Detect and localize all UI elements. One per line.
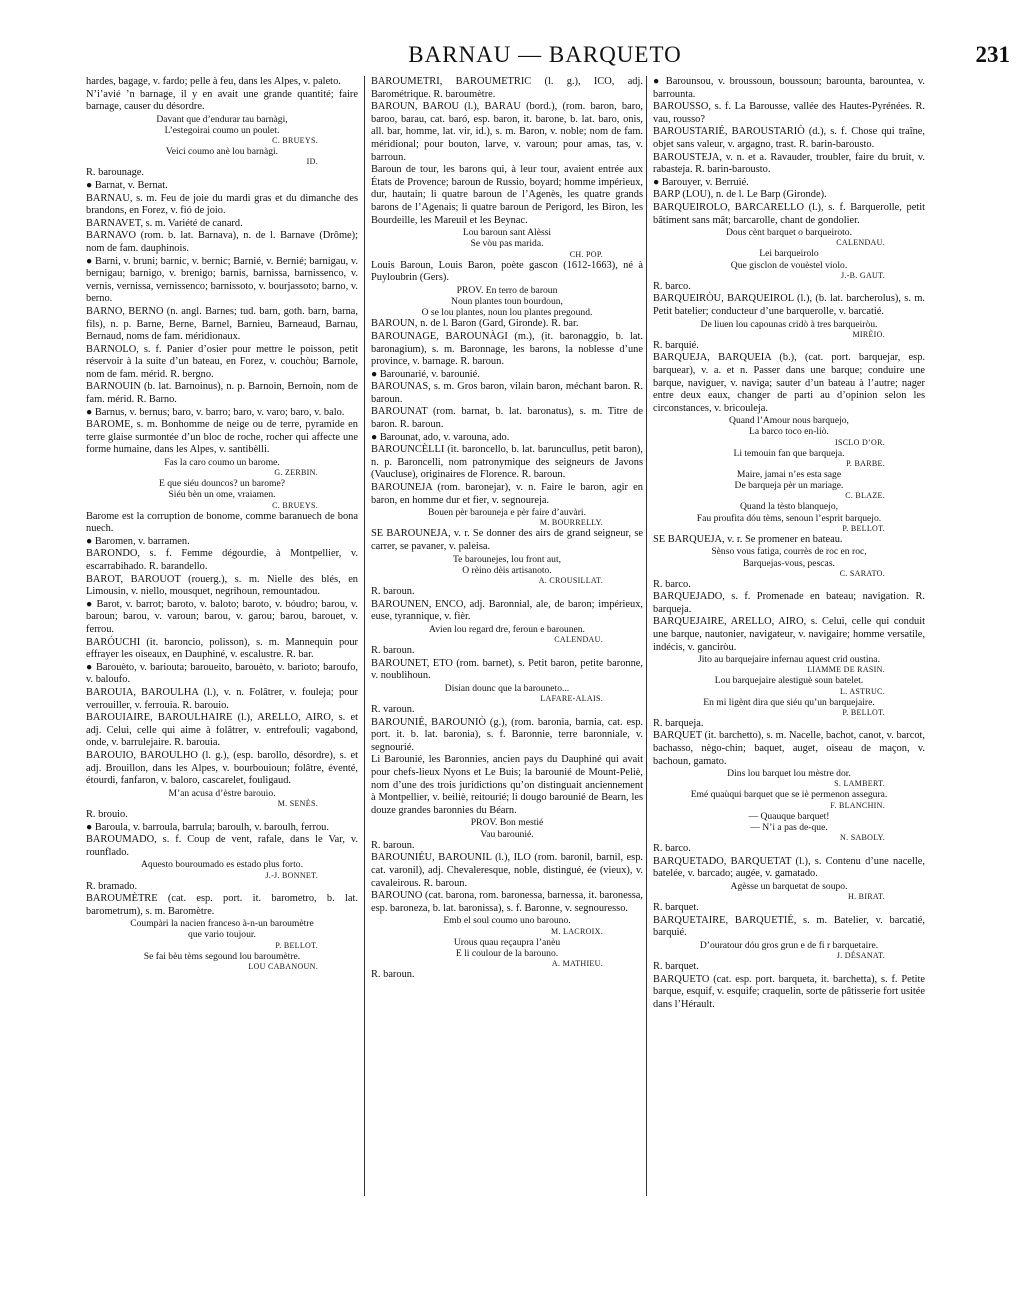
dictionary-entry: BARQUEIRÒU, BARQUEIROL (l.), (b. lat. barcherolus), s. m. Petit batelier; conducteur d’une barquerolle, v. barcatié. bbox=[653, 293, 925, 317]
dictionary-entry: R. barco. bbox=[653, 280, 691, 292]
dictionary-entry: ● Barouèto, v. bariouta; baroueito, barouèto, v. barioto; baroufo, v. baloufo. bbox=[86, 661, 358, 686]
dictionary-entry: BAROT, BAROUOT (rouerg.), s. m. Nielle des blés, en Limousin, v. niello, mousquet, negrihoun, remountadou. bbox=[86, 573, 358, 598]
column-rule bbox=[646, 76, 647, 1196]
dictionary-entry: BARÓUCHI (it. baroncio, polisson), s. m. Mannequin pour effrayer les oiseaux, en Dauphiné, v. escalustre. R. bar. bbox=[86, 636, 358, 661]
dictionary-entry: hardes, bagage, v. fardo; pelle à feu, dans les Alpes, v. paleto. bbox=[86, 76, 341, 87]
quotation-author: C. SARATO. bbox=[839, 568, 885, 578]
dictionary-entry: BARQUETAIRE, BARQUETIÉ, s. m. Batelier, v. barcatié, barquié. bbox=[653, 914, 925, 939]
dictionary-entry: BARNAVO (rom. b. lat. Barnava), n. de l. Barnave (Drôme); nom de fam. dauphinois. bbox=[86, 230, 358, 254]
quotation-line: Barquejas-vous, pescas. bbox=[743, 557, 835, 569]
quotation-author: CALENDAU. bbox=[836, 238, 885, 248]
dictionary-entry: R. barco. bbox=[653, 843, 691, 855]
quotation-author: N. SABOLY. bbox=[840, 833, 885, 843]
quotation-author: J.-B. GAUT. bbox=[840, 270, 885, 280]
dictionary-entry: R. baroun. bbox=[371, 586, 415, 598]
quotation-line: O se lou plantes, noun lou plantes pregound. bbox=[421, 307, 593, 319]
quotation-author: G. ZERBIN. bbox=[274, 468, 318, 478]
dictionary-entry: BARQUET (it. barchetto), s. m. Nacelle, bachot, canot, v. barcot, bachasso, nègo-chin; baquet, auget, oiseau de maçon, v. bachoun, gamato. bbox=[653, 730, 925, 767]
column-3 bbox=[653, 76, 925, 1011]
quotation-author: L. ASTRUC. bbox=[839, 686, 885, 696]
dictionary-entry: R. brouio. bbox=[86, 808, 128, 820]
dictionary-entry: SE BAROUNEJA, v. r. Se donner des airs de grand seigneur, se carrer, se pavaner, v. paleisa. bbox=[371, 528, 643, 553]
dictionary-entry: Barome est la corruption de bonome, comme baranuech de bona nuech. bbox=[86, 510, 358, 535]
quotation-line: — Quauque barquet! bbox=[748, 810, 830, 822]
dictionary-entry: ● Barouyer, v. Berruié. bbox=[653, 176, 749, 188]
column-2 bbox=[371, 76, 643, 982]
quotation-author: J. DÉSANAT. bbox=[836, 951, 885, 961]
dictionary-entry: BAROUSTARIÉ, BAROUSTARIÒ (d.), s. f. Chose qui traîne, objet sans valeur, v. argagno, trast. R. barin-barousto. bbox=[653, 126, 925, 150]
quotation-author: LAFARE-ALAIS. bbox=[540, 694, 603, 703]
quotation-line: Dins lou barquet lou mèstre dor. bbox=[727, 768, 851, 780]
quotation-line: Noun plantes toun bourdoun, bbox=[451, 295, 563, 307]
dictionary-entry: R. baroun. bbox=[371, 839, 415, 851]
quotation-line: D’ouratour dóu gros grun e de fi r barquetaire. bbox=[699, 939, 879, 951]
dictionary-entry: R. varoun. bbox=[371, 704, 415, 715]
quotation-author: LIAMME DE RASIN. bbox=[807, 665, 885, 675]
quotation-line: PROV. Bon mestié bbox=[470, 817, 544, 829]
quotation-author: F. BLANCHIN. bbox=[830, 800, 885, 810]
dictionary-entry: BAROUIAIRE, BAROULHAIRE (l.), ARELLO, AIRO, s. et adj. Celui, celle qui aime à folâtrer, v. entrefouli; vagabond, onde, v. barrulejaire. R. barouia. bbox=[86, 712, 358, 749]
quotation-line: E li coulour de la barouno. bbox=[455, 947, 559, 959]
quotation-author: LOU CABANOUN. bbox=[248, 961, 318, 971]
quotation-author: P. BELLOT. bbox=[842, 707, 885, 717]
dictionary-entry: BARNAVET, s. m. Variété de canard. bbox=[86, 217, 243, 229]
quotation-line: Aquesto bouroumado es estado plus forto. bbox=[140, 859, 303, 871]
quotation-line: La barco toco en-liò. bbox=[749, 426, 829, 438]
dictionary-entry: R. baroun. bbox=[371, 968, 415, 980]
quotation-line: L’estegoirai coumo un poulet. bbox=[164, 124, 280, 136]
dictionary-entry: BAROUIA, BAROULHA (l.), v. n. Folâtrer, v. fouleja; pour verrouiller, v. ferrouia. R. barouio. bbox=[86, 686, 358, 711]
quotation-line: Fas la caro coumo un barome. bbox=[164, 457, 280, 469]
dictionary-entry: BAROUNEJA (rom. baronejar), v. n. Faire le baron, agir en baron, en homme dur et fier, v. segnoureja. bbox=[371, 482, 643, 506]
quotation-line: Disian dounc que la barouneto... bbox=[444, 682, 570, 694]
dictionary-entry: BAROUN, n. de l. Baron (Gard, Gironde). R. bar. bbox=[371, 318, 579, 330]
quotation-line: Li temouin fan que barqueja. bbox=[733, 447, 845, 459]
dictionary-entry: ● Barot, v. barrot; baroto, v. baloto; baroto, v. bóudro; barou, v. baroun; barou, v. varoun; barou, v. garou; barou, barouet, v. ferrou. bbox=[86, 598, 358, 635]
quotation-line: Veici coumo anè lou barnàgi. bbox=[165, 146, 279, 158]
dictionary-entry: BAROUNCÈLLI (it. baroncello, b. lat. baruncullus, petit baron), n. p. Baroncelli, nom patronymique des seigneurs de Javons (Vaucluse), originaires de Florence. R. baroun. bbox=[371, 444, 643, 481]
quotation-author: CALENDAU. bbox=[554, 635, 603, 645]
dictionary-entry: R. barquié. bbox=[653, 339, 699, 351]
quotation-line: M’an acusa d’èstre barouio. bbox=[168, 787, 276, 799]
dictionary-entry: ● Baromen, v. barramen. bbox=[86, 535, 190, 547]
dictionary-entry: ● Barounarié, v. barounié. bbox=[371, 368, 480, 380]
quotation-author: C. BLAZE. bbox=[845, 491, 885, 501]
dictionary-entry: BAROUNAS, s. m. Gros baron, vilain baron, méchant baron. R. baroun. bbox=[371, 381, 643, 405]
dictionary-entry: R. barounage. bbox=[86, 167, 144, 179]
quotation-line: Dous cènt barquet o barqueiroto. bbox=[725, 227, 852, 239]
quotation-line: E que siéu douncos? un barome? bbox=[158, 478, 285, 490]
quotation-author: A. CROUSILLAT. bbox=[538, 576, 603, 586]
page-number: 231 bbox=[975, 42, 1010, 67]
dictionary-entry: BARP (LOU), n. de l. Le Barp (Gironde). bbox=[653, 189, 827, 201]
dictionary-entry: BARQUEJADO, s. f. Promenade en bateau; navigation. R. barqueja. bbox=[653, 591, 925, 615]
dictionary-entry: BAROUNO (cat. barona, rom. baronessa, barnessa, it. baronessa, esp. baroneza, b. lat. baronissa), s. f. Baronne, v. segnouresso. bbox=[371, 890, 643, 914]
dictionary-entry: BARNAU, s. m. Feu de joie du mardi gras et du dimanche des brandons, en Forez, v. fió de joio. bbox=[86, 192, 358, 217]
quotation-line: Fau proufita dóu tèms, senoun l’esprit barquejo. bbox=[696, 512, 882, 524]
dictionary-entry: BARNOUIN (b. lat. Barnoinus), n. p. Barnoin, Bernoin, nom de fam. mérid. R. Barno. bbox=[86, 381, 358, 406]
quotation-line: Maire, jamai n’es esta sage bbox=[736, 468, 842, 480]
dictionary-entry: BARQUEJAIRE, ARELLO, AIRO, s. Celui, celle qui conduit une barque, nautonier, navigateur, v. navigaire; homme versatile, indécis, v. ganciròu. bbox=[653, 616, 925, 653]
quotation-line: Lou baroun sant Alèssi bbox=[462, 227, 552, 239]
dictionary-entry: R. barco. bbox=[653, 578, 691, 590]
quotation-line: Te barounejes, lou front aut, bbox=[452, 553, 562, 565]
dictionary-entry: N’i’avié ’n barnage, il y en avait une grande quantité; faire barnage, causer du désordre. bbox=[86, 88, 358, 113]
dictionary-entry: BAROUNIÉ, BAROUNIÒ (g.), (rom. baronia, barnia, cat. esp. port. it. b. lat. baronia), s. f. Baronnie, terre baronniale, v. segnourié. bbox=[371, 716, 643, 753]
dictionary-entry: BAROUMÈTRE (cat. esp. port. it. barometro, b. lat. barometrum), s. m. Baromètre. bbox=[86, 893, 358, 917]
quotation-line: Emé quaùqui barquet que se iè permenon assegura. bbox=[690, 789, 888, 801]
dictionary-entry: R. barquet. bbox=[653, 902, 699, 914]
dictionary-entry: BARQUETO (cat. esp. port. barqueta, it. barchetta), s. f. Petite barque, esquif, v. esquife; craquelin, sorte de pâtisserie fort usitée dans l’Hérault. bbox=[653, 973, 925, 1010]
quotation-line: Coumpàri la nacien franceso à-n-un baroumètre bbox=[130, 918, 314, 930]
quotation-line: Siéu bèn un ome, vraiamen. bbox=[168, 489, 276, 501]
quotation-author: MIRÈIO. bbox=[852, 329, 885, 339]
dictionary-entry: Louis Baroun, Louis Baron, poète gascon (1612-1663), né à Puyloubrin (Gers). bbox=[371, 259, 643, 284]
quotation-author: ID. bbox=[306, 157, 318, 167]
quotation-line: Quand l’Amour nous barquejo, bbox=[729, 415, 849, 427]
quotation-line: Urous quau reçaupra l’anèu bbox=[453, 936, 561, 948]
quotation-author: ISCLO D’OR. bbox=[835, 437, 885, 447]
dictionary-entry: BARQUEIROLO, BARCARELLO (l.), s. f. Barquerolle, petit bâtiment sans mât; barcarolle, chant de gondolier. bbox=[653, 201, 925, 226]
dictionary-entry: BAROUNAGE, BAROUNÀGI (m.), (it. baronaggio, b. lat. baronagium), s. m. Baronnage, les barons, la noblesse d’une province, v. barnage. R. baroun. bbox=[371, 330, 643, 368]
quotation-line: — N’i a pas de-que. bbox=[750, 821, 828, 833]
quotation-line: Sènso vous fatiga, courrès de roc en roc, bbox=[711, 546, 867, 558]
quotation-author: C. BRUEYS. bbox=[272, 136, 318, 146]
quotation-line: Avien lou regard dre, feroun e barounen. bbox=[429, 623, 585, 635]
quotation-line: que vario toujour. bbox=[188, 929, 256, 941]
dictionary-entry: BAROME, s. m. Bonhomme de neige ou de terre, pyramide en terre glaise surmontée d’un bloc de roche, rocher qui affecte une forme humaine, dans les Alpes, v. santibèlli. bbox=[86, 419, 358, 456]
dictionary-entry: BAROUNET, ETO (rom. barnet), s. Petit baron, petite baronne, v. noublihoun. bbox=[371, 657, 643, 682]
quotation-author: CH. POP. bbox=[569, 249, 603, 259]
quotation-line: Agèsse un barquetat de soupo. bbox=[730, 880, 848, 892]
dictionary-entry: BARONDO, s. f. Femme dégourdie, à Montpellier, v. escarrabihado. R. barandello. bbox=[86, 548, 358, 573]
quotation-line: O rèino dèis artisanoto. bbox=[462, 564, 552, 576]
quotation-line: Que gisclon de vouèstel violo. bbox=[730, 259, 848, 271]
dictionary-entry: BAROUN, BAROU (l.), BARAU (bord.), (rom. baron, baro, baroo, barau, cat. baró, esp. baron, it. barone, b. lat. baro, onis, all. bar, homme, lat. vir, id.), s. m. Baron, v. noble; nom de fam. méridional; pour bouton, larve, v. varoun; pour amas, tas, v. barroun. bbox=[371, 101, 643, 163]
quotation-line: En mi ligènt dira que siéu qu’un barquejaire. bbox=[703, 696, 875, 708]
quotation-author: P. BARBE. bbox=[846, 458, 885, 468]
quotation-line: De liuen lou capounas cridò à tres barqueiròu. bbox=[700, 318, 878, 330]
dictionary-entry: BAROUMETRI, BAROUMETRIC (l. g.), ICO, adj. Barométrique. R. baroumètre. bbox=[371, 76, 643, 100]
dictionary-entry: BAROUIO, BAROULHO (l. g.), (esp. barollo, désordre), s. et adj. Brouillon, dans les Alpes, v. bourbouioun; folâtre, éventé, étourdi, fanfaron, v. baloro, cascarelet, fouligaud. bbox=[86, 749, 358, 787]
quotation-line: De barqueja pèr un mariage. bbox=[734, 480, 844, 492]
dictionary-entry: BAROUNIÉU, BAROUNIL (l.), ILO (rom. baronil, barnil, esp. cat. varonil), adj. Chevaleresque, noble, distingué, ée (vieux), v. cavaleirous. R. baroun. bbox=[371, 852, 643, 889]
dictionary-entry: ● Barni, v. bruni; barnic, v. bernic; Barnié, v. Bernié; barnigau, v. bernigau; barnigo, v. brenigo; barnis, barnissa, barnissenco, v. vernis, vernissa, vernissenco; barnissoto, v. bourjassoto; barno, v. berno. bbox=[86, 255, 358, 305]
quotation-line: Lou barquejaire alestiguè soun batelet. bbox=[714, 675, 864, 687]
dictionary-entry: SE BARQUEJA, v. r. Se promener en bateau. bbox=[653, 533, 843, 545]
quotation-author: S. LAMBERT. bbox=[834, 779, 885, 789]
quotation-author: P. BELLOT. bbox=[842, 523, 885, 533]
quotation-line: Vau barounié. bbox=[480, 828, 534, 840]
dictionary-entry: Baroun de tour, les barons qui, à leur tour, avaient entrée aux États de Provence; baroun de Russio, boyard; homme impérieux, dur, hautain; li quatre baroun de l’Agenès, les quatre grands barons de l’Agenais; li quatre baroun de Perigord, les Biron, les Bourdeille, les Mareuil et les Beynac. bbox=[371, 164, 643, 226]
dictionary-entry: R. barquet. bbox=[653, 961, 699, 973]
dictionary-entry: BARNOLO, s. f. Panier d’osier pour mettre le poisson, petit réservoir à la suite d’un bateau, en Forez, v. couchòu; Barnole, nom de fam. mérid. R. bergno. bbox=[86, 343, 358, 380]
dictionary-entry: R. baroun. bbox=[371, 645, 415, 657]
dictionary-entry: ● Barnat, v. Bernat. bbox=[86, 179, 168, 191]
dictionary-entry: R. barqueja. bbox=[653, 717, 704, 729]
quotation-line: Jito au barquejaire infernau aquest crid oustina. bbox=[698, 654, 880, 666]
quotation-author: C. BRUEYS. bbox=[272, 500, 318, 510]
page-title: BARNAU — BARQUETO bbox=[408, 42, 682, 67]
quotation-line: Se fai bèu tèms segound lou baroumètre. bbox=[143, 950, 301, 962]
dictionary-entry: ● Barounsou, v. broussoun, boussoun; barounta, barountea, v. barrounta. bbox=[653, 76, 925, 100]
quotation-line: Lei barqueirolo bbox=[759, 248, 819, 260]
dictionary-entry: BARNO, BERNO (n. angl. Barnes; tud. barn, goth. barn, barna, fils), n. p. Barne, Berne, Barnel, Barnieu, Barneaud, Barnau, Bernaud, noms de fam. méridionaux. bbox=[86, 305, 358, 343]
column-rule bbox=[364, 76, 365, 1196]
quotation-author: A. MATHIEU. bbox=[551, 958, 603, 968]
dictionary-entry: BAROUNAT (rom. barnat, b. lat. baronatus), s. m. Titre de baron. R. baroun. bbox=[371, 406, 643, 431]
dictionary-entry: Li Barounié, les Baronnies, ancien pays du Dauphiné qui avait pour chefs-lieux Nyons et Le Buis; la barounié de Mount-Peliè, nom d’une des trois juridictions qu’on distinguait anciennement à Montpellier, v. beiliè, reitourié; li dougo barounié de Bearn, les douze grandes baronnies du Béarn. bbox=[371, 754, 643, 816]
dictionary-entry: BAROUNEN, ENCO, adj. Baronnial, ale, de baron; impérieux, euse, tyrannique, v. fièr. bbox=[371, 598, 643, 623]
quotation-line: PROV. En terro de baroun bbox=[456, 284, 558, 296]
quotation-author: H. BIRAT. bbox=[848, 892, 885, 902]
quotation-author: J.-J. BONNET. bbox=[265, 870, 318, 880]
dictionary-entry: BAROUSSO, s. f. La Barousse, vallée des Hautes-Pyrénées. R. vau, rousso? bbox=[653, 101, 925, 125]
quotation-line: Davant que d’endurar tau barnàgi, bbox=[156, 113, 288, 125]
column-1 bbox=[86, 76, 358, 972]
quotation-author: M. BOURRELLY. bbox=[539, 518, 603, 528]
quotation-line: Se vòu pas marida. bbox=[470, 238, 544, 250]
running-head bbox=[80, 42, 1010, 72]
quotation-line: Quand la tèsto blanquejo, bbox=[739, 501, 839, 513]
quotation-author: P. BELLOT. bbox=[275, 940, 318, 950]
quotation-line: Emb el soul coumo uno barouno. bbox=[443, 915, 571, 927]
quotation-line: Bouen pèr barouneja e pèr faire d’auvàri. bbox=[428, 507, 586, 519]
dictionary-entry: BARQUETADO, BARQUETAT (l.), s. Contenu d’une nacelle, batelée, v. barcado; augée, v. gamatado. bbox=[653, 855, 925, 880]
quotation-author: M. LACROIX. bbox=[551, 926, 603, 936]
dictionary-entry: ● Barounat, ado, v. varouna, ado. bbox=[371, 431, 510, 443]
dictionary-entry: BARQUEJA, BARQUEIA (b.), (cat. port. barquejar, esp. barquear), v. a. et n. Passer dans une barque; conduire une barque, naviguer, v. naviga; sauter d’un bateau à l’autre; nager entre deux eaux, changer de parti au d’opinion selon les circonstances, v. bricouleja. bbox=[653, 352, 925, 414]
dictionary-entry: ● Baroula, v. barroula, barrula; baroulh, v. baroulh, ferrou. bbox=[86, 821, 329, 833]
dictionary-entry: BAROUMADO, s. f. Coup de vent, rafale, dans le Var, v. rounflado. bbox=[86, 834, 358, 858]
quotation-author: M. SENÈS. bbox=[277, 798, 318, 808]
dictionary-entry: BAROUSTEJA, v. n. et a. Ravauder, troubler, faire du bruit, v. rabasteja. R. barin-barousto. bbox=[653, 151, 925, 176]
dictionary-entry: R. bramado. bbox=[86, 880, 138, 892]
dictionary-entry: ● Barnus, v. bernus; baro, v. barro; baro, v. varo; baro, v. balo. bbox=[86, 406, 345, 418]
